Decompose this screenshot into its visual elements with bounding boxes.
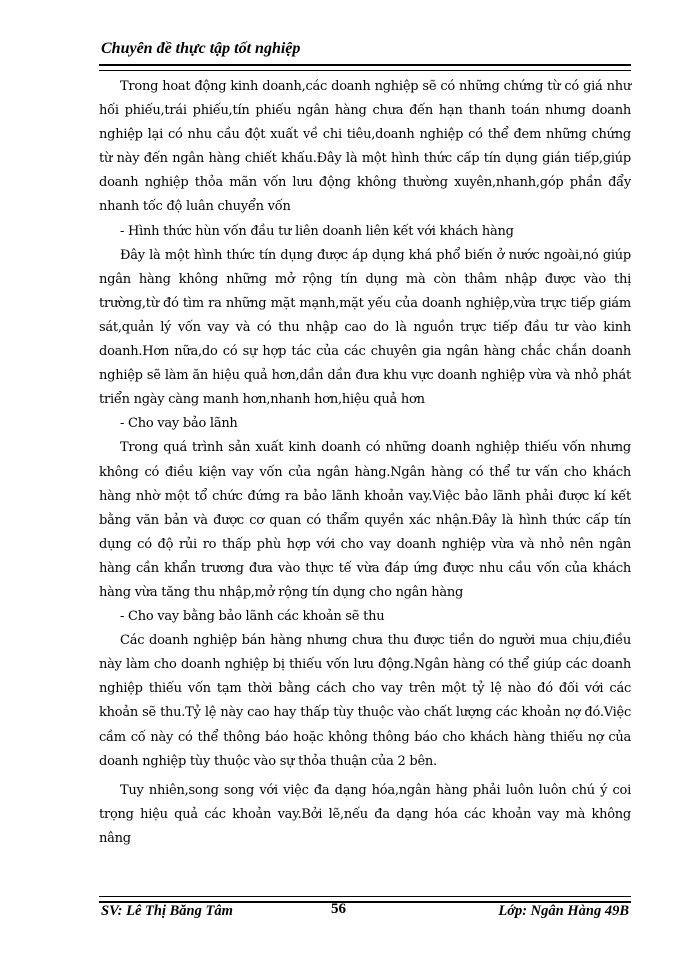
- paragraph-receivables-loan: Các doanh nghiệp bán hàng nhưng chưa thu được tiền do người mua chịu,điều này làm cho doanh nghiệp bị thiếu vốn lưu động.Ngân hàng có thể giúp các doanh nghiệp thiếu vốn tạm thời bằng cách cho vay trên một tỷ lệ nào đó đối với các khoản sẽ thu.Tỷ lệ này cao hay thấp tùy thuộc vào chất lượng các khoản nợ đó.Việc cầm cố này có thể thông báo hoặc không thông báo cho khách hàng thiếu nợ của doanh nghiệp tùy thuộc vào sự thỏa thuận của 2 bên.: [99, 633, 631, 769]
- heading-receivables-loan: - Cho vay bằng bảo lãnh các khoản sẽ thu: [120, 609, 385, 625]
- footer-student-name: SV: Lê Thị Băng Tâm: [101, 903, 233, 919]
- footer-page-number: 56: [331, 901, 346, 917]
- document-body: [99, 75, 631, 851]
- page-footer: [99, 901, 631, 923]
- paragraph-efficiency: Tuy nhiên,song song với việc đa dạng hóa,ngân hàng phải luôn luôn chú ý coi trọng hiệu quả các khoản vay.Bởi lẽ,nếu đa dạng hóa các khoản vay mà không nâng: [99, 782, 631, 846]
- heading-joint-venture: - Hình thức hùn vốn đầu tư liên doanh liên kết với khách hàng: [120, 223, 514, 239]
- header-divider: [99, 64, 631, 71]
- paragraph-discounting: Trong hoat động kinh doanh,các doanh nghiệp sẽ có những chứng từ có giá như hối phiếu,trái phiếu,tín phiếu ngân hàng chưa đến hạn thanh toán nhưng doanh nghiệp lại có nhu cầu đột xuất về chi tiêu,doanh nghiệp có thể đem những chứng từ này đến ngân hàng chiết khấu.Đây là một hình thức cấp tín dụng gián tiếp,giúp doanh nghiệp thỏa mãn vốn lưu động không thường xuyên,nhanh,góp phần đẩy nhanh tốc độ luân chuyển vốn: [99, 79, 631, 215]
- footer-class-name: Lớp: Ngân Hàng 49B: [498, 903, 629, 919]
- heading-guarantee-loan: - Cho vay bảo lãnh: [120, 416, 238, 432]
- page-header-title: Chuyên đề thực tập tốt nghiệp: [101, 40, 301, 57]
- paragraph-joint-venture: Đây là một hình thức tín dụng được áp dụng khá phổ biến ở nước ngoài,nó giúp ngân hàng không những mở rộng tín dụng mà còn thâm nhập được vào thị trường,từ đó tìm ra những mặt mạnh,mặt yếu của doanh nghiệp,vừa trực tiếp giám sát,quản lý vốn vay và có thu nhập cao do là nguồn trực tiếp đầu tư vào kinh doanh.Hơn nữa,do có sự hợp tác của các chuyên gia ngân hàng chắc chắn doanh nghiệp sẽ làm ăn hiệu quả hơn,dần dần đưa khu vực doanh nghiệp vừa và nhỏ phát triển ngày càng manh hơn,nhanh hơn,hiệu quả hơn: [99, 247, 631, 408]
- paragraph-guarantee-loan: Trong quá trình sản xuất kinh doanh có những doanh nghiệp thiếu vốn nhưng không có điều kiện vay vốn của ngân hàng.Ngân hàng có thể tư vấn cho khách hàng nhờ một tổ chức đứng ra bảo lãnh khoản vay.Việc bảo lãnh phải được kí kết bằng văn bản và được cơ quan có thẩm quyền xác nhận.Đây là hình thức cấp tín dụng có độ rủi ro thấp phù hợp với cho vay doanh nghiệp vừa và nhỏ nên ngân hàng cần khẩn trương đưa vào thực tế vừa đáp ứng được nhu cầu vốn của khách hàng vừa tăng thu nhập,mở rộng tín dụng cho ngân hàng: [99, 440, 631, 600]
